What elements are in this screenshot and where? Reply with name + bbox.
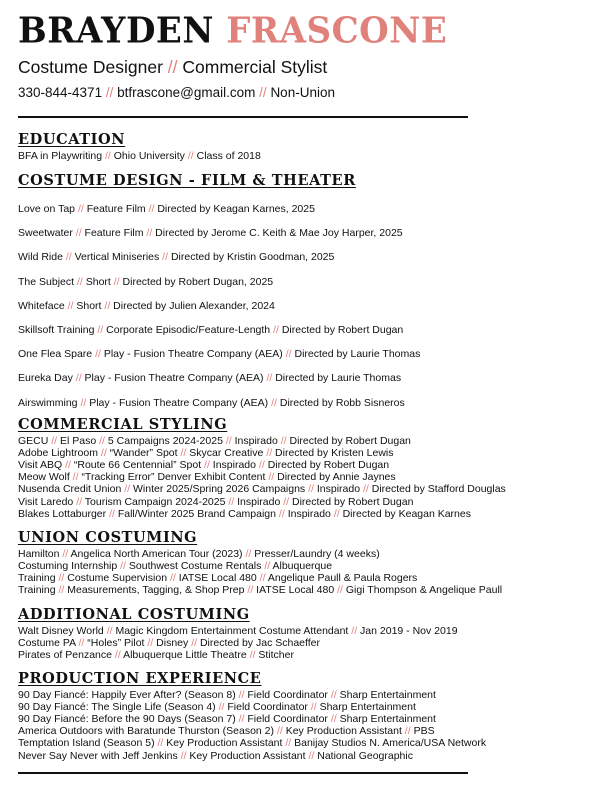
entry-segment: Directed by Kristen Lewis bbox=[275, 447, 394, 460]
entry-segment: Inspirado bbox=[234, 435, 278, 447]
separator: // bbox=[363, 483, 369, 496]
entry-line bbox=[18, 447, 394, 459]
entry-segment: Wild Ride bbox=[18, 251, 63, 264]
entry-line bbox=[18, 625, 458, 637]
entry-segment: Play - Fusion Theatre Company (AEA) bbox=[84, 372, 264, 385]
entry-line bbox=[18, 300, 275, 312]
first-name: BRAYDEN bbox=[18, 10, 214, 52]
separator: // bbox=[100, 447, 107, 460]
entry-line bbox=[18, 276, 273, 288]
section-title-education: EDUCATION bbox=[18, 131, 126, 148]
separator: // bbox=[95, 348, 101, 361]
phone-number[interactable]: 330-844-4371 bbox=[18, 85, 103, 100]
name-heading bbox=[18, 10, 447, 52]
separator: // bbox=[120, 560, 126, 573]
separator: // bbox=[249, 649, 256, 662]
entry-segment: Magic Kingdom Entertainment Costume Attendant bbox=[115, 625, 349, 637]
entry-line bbox=[18, 251, 334, 263]
entry-segment: Directed by Jerome C. Keith & Mae Joy Harper, 2025 bbox=[155, 227, 403, 240]
section-title-costume-design: COSTUME DESIGN - FILM & THEATER bbox=[18, 172, 356, 189]
entry-segment: Stitcher bbox=[258, 649, 294, 662]
section-title-production-experience: PRODUCTION EXPERIENCE bbox=[18, 670, 262, 687]
entry-segment: IATSE Local 480 bbox=[256, 584, 335, 597]
separator: // bbox=[266, 447, 273, 460]
section-title-union-costuming: UNION COSTUMING bbox=[18, 529, 198, 546]
separator: // bbox=[75, 372, 82, 385]
entry-segment: Angelica North American Tour (2023) bbox=[70, 548, 243, 560]
separator: // bbox=[114, 649, 121, 662]
entry-segment: Jan 2019 - Nov 2019 bbox=[360, 625, 458, 637]
entry-segment: Measurements, Tagging, & Shop Prep bbox=[67, 584, 245, 597]
entry-segment: Directed by Stafford Douglas bbox=[371, 483, 506, 496]
separator: // bbox=[80, 396, 87, 409]
separator: // bbox=[76, 495, 83, 508]
separator: // bbox=[157, 737, 164, 750]
separator: // bbox=[276, 725, 283, 738]
entry-segment: 90 Day Fiancé: Happily Ever After? (Season 8) bbox=[18, 689, 236, 701]
separator: // bbox=[180, 749, 187, 762]
entry-segment: Presser/Laundry (4 weeks) bbox=[254, 548, 380, 560]
entry-segment: Directed by Julien Alexander, 2024 bbox=[113, 299, 275, 312]
entry-segment: The Subject bbox=[18, 275, 75, 288]
role-commercial-stylist: Commercial Stylist bbox=[182, 57, 328, 77]
entry-line bbox=[18, 496, 413, 508]
separator: // bbox=[218, 701, 225, 714]
separator: // bbox=[247, 584, 254, 597]
entry-line bbox=[18, 483, 506, 495]
entry-segment: Directed by Jac Schaeffer bbox=[199, 637, 320, 650]
separator: // bbox=[169, 572, 176, 585]
separator: // bbox=[280, 435, 287, 447]
entry-line bbox=[18, 737, 486, 749]
contact-line bbox=[18, 84, 335, 102]
entry-line bbox=[18, 397, 405, 409]
separator: // bbox=[109, 507, 115, 520]
entry-segment: Sharp Entertainment bbox=[319, 701, 416, 714]
email-address[interactable]: btfrascone@gmail.com bbox=[117, 85, 256, 100]
entry-segment: Directed by Robert Dugan bbox=[289, 435, 411, 447]
entry-segment: GECU bbox=[18, 435, 49, 447]
entry-segment: Training bbox=[18, 584, 56, 597]
entry-line bbox=[18, 435, 411, 447]
separator: // bbox=[78, 637, 85, 650]
entry-segment: Whiteface bbox=[18, 299, 65, 312]
entry-segment: Vertical Miniseries bbox=[74, 251, 160, 264]
separator: // bbox=[273, 324, 279, 336]
separator: // bbox=[330, 689, 337, 701]
entry-line bbox=[18, 572, 417, 584]
separator: // bbox=[404, 725, 411, 738]
entry-segment: Feature Film bbox=[86, 203, 146, 215]
entry-segment: Key Production Assistant bbox=[189, 749, 306, 762]
separator: // bbox=[146, 227, 153, 240]
separator: // bbox=[97, 324, 104, 336]
separator: // bbox=[278, 507, 285, 520]
separator: // bbox=[105, 85, 114, 100]
separator: // bbox=[351, 625, 358, 637]
entry-segment: Directed by Robert Dugan, 2025 bbox=[122, 275, 274, 288]
entry-segment: America Outdoors with Baratunde Thurston (Season 2) bbox=[18, 725, 275, 738]
section-title-commercial-styling: COMMERCIAL STYLING bbox=[18, 416, 228, 433]
separator: // bbox=[285, 348, 292, 361]
separator: // bbox=[268, 471, 275, 484]
entry-line bbox=[18, 560, 332, 572]
separator: // bbox=[225, 435, 232, 447]
separator: // bbox=[104, 150, 111, 162]
entry-segment: Directed by Robert Dugan bbox=[267, 459, 390, 472]
separator: // bbox=[65, 251, 72, 264]
entry-segment: Disney bbox=[156, 637, 189, 650]
entry-line bbox=[18, 750, 413, 762]
entry-segment: “Route 66 Centennial” Spot bbox=[73, 459, 202, 472]
entry-segment: Key Production Assistant bbox=[166, 737, 283, 750]
separator: // bbox=[258, 459, 265, 472]
entry-segment: Directed by Robert Dugan bbox=[281, 324, 404, 336]
entry-segment: Blakes Lottaburger bbox=[18, 507, 107, 520]
entry-segment: Costume Supervision bbox=[67, 572, 168, 585]
entry-line bbox=[18, 548, 380, 560]
entry-line bbox=[18, 725, 435, 737]
separator: // bbox=[62, 548, 69, 560]
separator: // bbox=[259, 85, 267, 100]
entry-line bbox=[18, 348, 420, 360]
entry-segment: Tourism Campaign 2024-2025 bbox=[84, 495, 226, 508]
entry-segment: Corporate Episodic/Feature-Length bbox=[106, 324, 271, 336]
separator: // bbox=[337, 584, 343, 597]
entry-segment: Gigi Thompson & Angelique Paull bbox=[345, 584, 503, 597]
entry-segment: Inspirado bbox=[316, 483, 361, 496]
entry-segment: Training bbox=[18, 572, 56, 585]
entry-segment: Banijay Studios N. America/USA Network bbox=[294, 737, 487, 750]
entry-segment: Inspirado bbox=[212, 459, 256, 472]
union-status: Non-Union bbox=[270, 85, 335, 100]
entry-segment: Adobe Lightroom bbox=[18, 447, 98, 460]
entry-line bbox=[18, 459, 389, 471]
entry-segment: Field Coordinator bbox=[247, 713, 328, 726]
separator: // bbox=[76, 275, 83, 288]
separator: // bbox=[51, 435, 58, 447]
entry-segment: Airswimming bbox=[18, 396, 78, 409]
separator: // bbox=[104, 299, 111, 312]
entry-line bbox=[18, 227, 403, 239]
entry-segment: Walt Disney World bbox=[18, 625, 104, 637]
entry-segment: 5 Campaigns 2024-2025 bbox=[107, 435, 223, 447]
entry-line bbox=[18, 203, 315, 215]
entry-line bbox=[18, 637, 320, 649]
separator: // bbox=[310, 701, 317, 714]
separator: // bbox=[191, 637, 198, 650]
bottom-divider bbox=[18, 772, 468, 774]
entry-segment: Directed by Laurie Thomas bbox=[294, 348, 421, 361]
entry-segment: 90 Day Fiancé: The Single Life (Season 4) bbox=[18, 701, 216, 714]
entry-segment: Pirates of Penzance bbox=[18, 649, 112, 662]
separator: // bbox=[264, 560, 271, 573]
entry-segment: Never Say Never with Jeff Jenkins bbox=[18, 749, 178, 762]
separator: // bbox=[285, 737, 292, 750]
entry-segment: One Flea Spare bbox=[18, 348, 93, 361]
role-costume-designer: Costume Designer bbox=[18, 57, 163, 77]
separator: // bbox=[162, 251, 169, 264]
entry-segment: Meow Wolf bbox=[18, 471, 70, 484]
entry-segment: “Wander” Spot bbox=[109, 447, 178, 460]
entry-segment: Directed by Keagan Karnes, 2025 bbox=[157, 203, 315, 215]
separator: // bbox=[148, 203, 155, 215]
separator: // bbox=[58, 584, 65, 597]
entry-line bbox=[18, 701, 416, 713]
separator: // bbox=[99, 435, 105, 447]
entry-segment: Visit ABQ bbox=[18, 459, 63, 472]
separator: // bbox=[124, 483, 131, 496]
last-name: FRASCONE bbox=[226, 10, 448, 52]
entry-segment: Angelique Paull & Paula Rogers bbox=[267, 572, 418, 585]
entry-segment: “Tracking Error” Denver Exhibit Content bbox=[81, 471, 266, 484]
separator: // bbox=[77, 203, 84, 215]
separator: // bbox=[106, 625, 113, 637]
entry-line bbox=[18, 649, 294, 661]
entry-line bbox=[18, 324, 403, 336]
entry-segment: Hamilton bbox=[18, 548, 60, 560]
entry-segment: Temptation Island (Season 5) bbox=[18, 737, 155, 750]
separator: // bbox=[259, 572, 266, 585]
separator: // bbox=[238, 713, 245, 726]
entry-segment: National Geographic bbox=[317, 749, 413, 762]
entry-segment: Class of 2018 bbox=[196, 150, 261, 162]
entry-line bbox=[18, 150, 261, 162]
separator: // bbox=[245, 548, 252, 560]
entry-line bbox=[18, 372, 401, 384]
entry-segment: Field Coordinator bbox=[247, 689, 328, 701]
entry-segment: Eureka Day bbox=[18, 372, 73, 385]
section-title-additional-costuming: ADDITIONAL COSTUMING bbox=[18, 606, 250, 623]
entry-segment: IATSE Local 480 bbox=[178, 572, 257, 585]
entry-segment: Love on Tap bbox=[18, 203, 76, 215]
entry-segment: Albuquerque bbox=[272, 560, 333, 573]
entry-segment: Directed by Annie Jaynes bbox=[277, 471, 396, 484]
entry-line bbox=[18, 689, 436, 701]
top-divider bbox=[18, 116, 468, 118]
entry-segment: Directed by Robert Dugan bbox=[292, 495, 414, 508]
entry-segment: Play - Fusion Theatre Company (AEA) bbox=[89, 396, 269, 409]
separator: // bbox=[187, 150, 194, 162]
entry-segment: Inspirado bbox=[287, 507, 331, 520]
entry-segment: Winter 2025/Spring 2026 Campaigns bbox=[133, 483, 306, 496]
separator: // bbox=[266, 372, 273, 385]
entry-segment: Visit Laredo bbox=[18, 495, 74, 508]
separator: // bbox=[228, 495, 235, 508]
separator: // bbox=[67, 299, 74, 312]
separator: // bbox=[308, 483, 314, 496]
separator: // bbox=[238, 689, 245, 701]
entry-segment: Directed by Keagan Karnes bbox=[342, 507, 471, 520]
entry-segment: Sweetwater bbox=[18, 227, 73, 240]
entry-segment: Play - Fusion Theatre Company (AEA) bbox=[103, 348, 283, 361]
separator: // bbox=[204, 459, 210, 472]
entry-segment: Directed by Kristin Goodman, 2025 bbox=[170, 251, 335, 264]
separator: // bbox=[113, 275, 120, 288]
entry-line bbox=[18, 584, 502, 596]
entry-segment: Albuquerque Little Theatre bbox=[123, 649, 247, 662]
entry-segment: PBS bbox=[413, 725, 435, 738]
role-line bbox=[18, 56, 327, 78]
entry-line bbox=[18, 713, 436, 725]
entry-segment: Directed by Laurie Thomas bbox=[275, 372, 402, 385]
separator: // bbox=[308, 749, 315, 762]
separator: // bbox=[271, 396, 277, 409]
separator: // bbox=[330, 713, 337, 726]
entry-segment: Costuming Internship bbox=[18, 560, 118, 573]
separator: // bbox=[167, 57, 178, 77]
entry-line bbox=[18, 508, 471, 520]
entry-segment: Short bbox=[85, 275, 111, 288]
entry-segment: BFA in Playwriting bbox=[18, 150, 103, 162]
entry-segment: Directed by Robb Sisneros bbox=[279, 396, 405, 409]
entry-segment: Key Production Assistant bbox=[285, 725, 402, 738]
separator: // bbox=[283, 495, 290, 508]
entry-segment: “Holes” Pilot bbox=[87, 637, 145, 650]
entry-segment: Costume PA bbox=[18, 637, 76, 650]
entry-segment: 90 Day Fiancé: Before the 90 Days (Season 7) bbox=[18, 713, 236, 726]
entry-segment: Skillsoft Training bbox=[18, 324, 95, 336]
separator: // bbox=[333, 507, 340, 520]
separator: // bbox=[147, 637, 154, 650]
separator: // bbox=[58, 572, 65, 585]
entry-segment: Feature Film bbox=[84, 227, 144, 240]
entry-segment: Ohio University bbox=[113, 150, 185, 162]
entry-segment: Sharp Entertainment bbox=[339, 689, 436, 701]
entry-segment: Inspirado bbox=[237, 495, 281, 508]
separator: // bbox=[180, 447, 187, 460]
entry-segment: Southwest Costume Rentals bbox=[128, 560, 262, 573]
separator: // bbox=[72, 471, 79, 484]
entry-segment: Short bbox=[76, 299, 102, 312]
entry-segment: Field Coordinator bbox=[227, 701, 308, 714]
entry-segment: Sharp Entertainment bbox=[339, 713, 436, 726]
entry-segment: El Paso bbox=[60, 435, 97, 447]
separator: // bbox=[75, 227, 82, 240]
entry-segment: Fall/Winter 2025 Brand Campaign bbox=[117, 507, 276, 520]
entry-segment: Skycar Creative bbox=[189, 447, 264, 460]
entry-segment: Nusenda Credit Union bbox=[18, 483, 122, 496]
separator: // bbox=[65, 459, 71, 472]
entry-line bbox=[18, 471, 396, 483]
